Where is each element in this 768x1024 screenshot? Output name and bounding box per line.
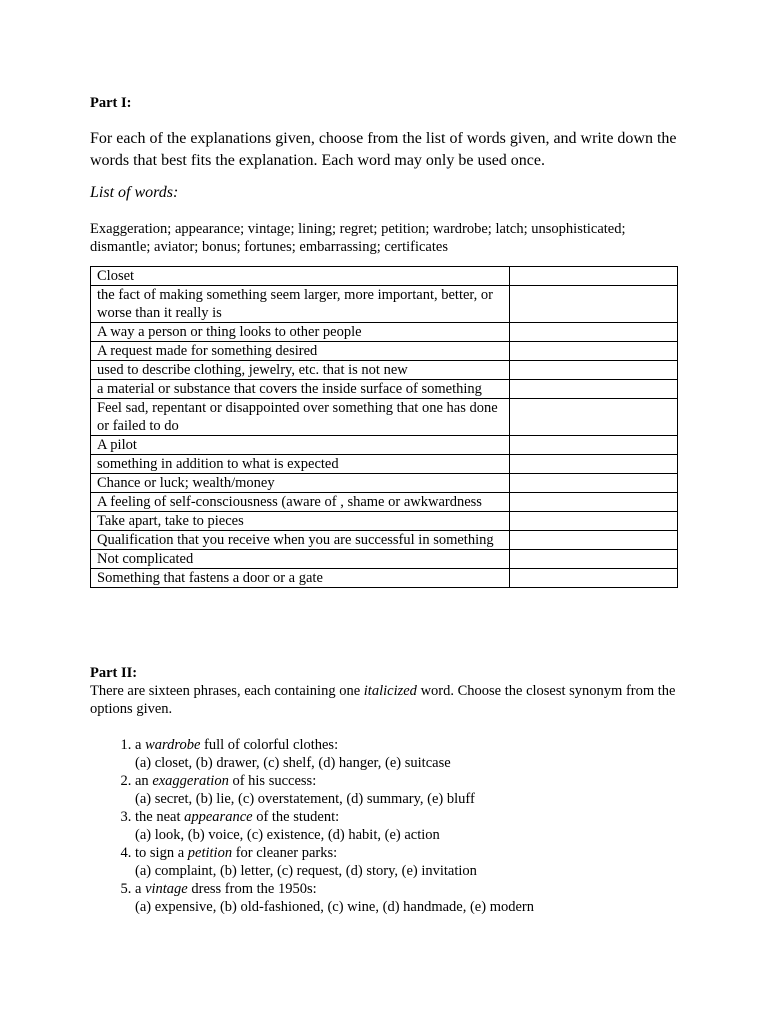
table-row: [91, 323, 678, 342]
question-options: (a) secret, (b) lie, (c) overstatement, (d) summary, (e) bluff: [135, 791, 475, 807]
question-italic-word: vintage: [145, 881, 188, 897]
answer-cell[interactable]: [509, 569, 677, 588]
table-row: [91, 474, 678, 493]
table-row: [91, 267, 678, 286]
question-text: of the student:: [256, 809, 340, 825]
part2-title: Part II:: [90, 665, 138, 681]
table-row: [91, 361, 678, 380]
answer-cell[interactable]: [509, 267, 677, 286]
definition-cell: A feeling of self-consciousness (aware of , shame or awkwardness: [91, 493, 510, 512]
question-text: the neat: [135, 809, 181, 825]
answer-cell[interactable]: [509, 286, 677, 323]
list-item: [135, 736, 680, 772]
instructions-text: word. Choose the closest synonym from the options given.: [90, 683, 676, 717]
answer-cell[interactable]: [509, 493, 677, 512]
answer-cell[interactable]: [509, 531, 677, 550]
instructions-text: There are sixteen phrases, each containing one: [90, 683, 361, 699]
table-row: [91, 550, 678, 569]
answer-cell[interactable]: [509, 342, 677, 361]
definition-cell: A pilot: [91, 436, 510, 455]
definition-cell: something in addition to what is expected: [91, 455, 510, 474]
answer-cell[interactable]: [509, 399, 677, 436]
answer-cell[interactable]: [509, 436, 677, 455]
table-row: [91, 342, 678, 361]
definition-cell: Chance or luck; wealth/money: [91, 474, 510, 493]
definition-cell: a material or substance that covers the inside surface of something: [91, 380, 510, 399]
question-italic-word: wardrobe: [145, 737, 201, 753]
question-options: (a) closet, (b) drawer, (c) shelf, (d) hanger, (e) suitcase: [135, 755, 451, 771]
answer-cell[interactable]: [509, 512, 677, 531]
question-options: (a) complaint, (b) letter, (c) request, (d) story, (e) invitation: [135, 863, 477, 879]
question-italic-word: exaggeration: [152, 773, 229, 789]
question-options: (a) look, (b) voice, (c) existence, (d) habit, (e) action: [135, 827, 440, 843]
definition-cell: Closet: [91, 267, 510, 286]
question-text: a: [135, 881, 142, 897]
answer-cell[interactable]: [509, 474, 677, 493]
table-row: [91, 436, 678, 455]
definition-cell: A request made for something desired: [91, 342, 510, 361]
list-item: [135, 880, 680, 916]
question-text: of his success:: [232, 773, 317, 789]
question-text: dress from the 1950s:: [191, 881, 317, 897]
definition-cell: Qualification that you receive when you are successful in something: [91, 531, 510, 550]
answer-cell[interactable]: [509, 380, 677, 399]
definition-cell: Take apart, take to pieces: [91, 512, 510, 531]
table-row: [91, 286, 678, 323]
list-item: [135, 808, 680, 844]
question-list: [90, 736, 680, 916]
question-italic-word: petition: [187, 845, 233, 861]
part2-instructions: [90, 682, 680, 718]
table-row: [91, 399, 678, 436]
definition-cell: Feel sad, repentant or disappointed over something that one has done or failed to do: [91, 399, 510, 436]
question-italic-word: appearance: [184, 809, 253, 825]
answer-cell[interactable]: [509, 455, 677, 474]
definition-cell: used to describe clothing, jewelry, etc. that is not new: [91, 361, 510, 380]
table-row: [91, 493, 678, 512]
definition-cell: Not complicated: [91, 550, 510, 569]
list-item: [135, 772, 680, 808]
table-row: [91, 569, 678, 588]
definition-cell: Something that fastens a door or a gate: [91, 569, 510, 588]
answer-cell[interactable]: [509, 323, 677, 342]
question-text: an: [135, 773, 149, 789]
word-list: Exaggeration; appearance; vintage; lining; regret; petition; wardrobe; latch; unsophisticated; dismantle; aviator; bonus; fortunes; embarrassing; certificates: [90, 221, 626, 255]
question-options: (a) expensive, (b) old-fashioned, (c) wine, (d) handmade, (e) modern: [135, 899, 534, 915]
question-text: to sign a: [135, 845, 185, 861]
answer-cell[interactable]: [509, 550, 677, 569]
definition-cell: the fact of making something seem larger, more important, better, or worse than it really is: [91, 286, 510, 323]
definitions-table: [90, 266, 678, 588]
table-row: [91, 512, 678, 531]
answer-cell[interactable]: [509, 361, 677, 380]
table-row: [91, 380, 678, 399]
word-list-heading: List of words:: [90, 184, 179, 201]
part1-instructions: For each of the explanations given, choose from the list of words given, and write down the words that best fits the explanation. Each word may only be used once.: [90, 130, 677, 169]
part1-title: Part I:: [90, 95, 132, 111]
question-text: full of colorful clothes:: [204, 737, 339, 753]
definition-cell: A way a person or thing looks to other people: [91, 323, 510, 342]
instructions-italic-word: italicized: [363, 683, 417, 699]
part2-section: [90, 664, 680, 916]
part1-section: [90, 94, 678, 588]
question-text: a: [135, 737, 142, 753]
table-row: [91, 455, 678, 474]
list-item: [135, 844, 680, 880]
question-text: for cleaner parks:: [235, 845, 338, 861]
table-row: [91, 531, 678, 550]
